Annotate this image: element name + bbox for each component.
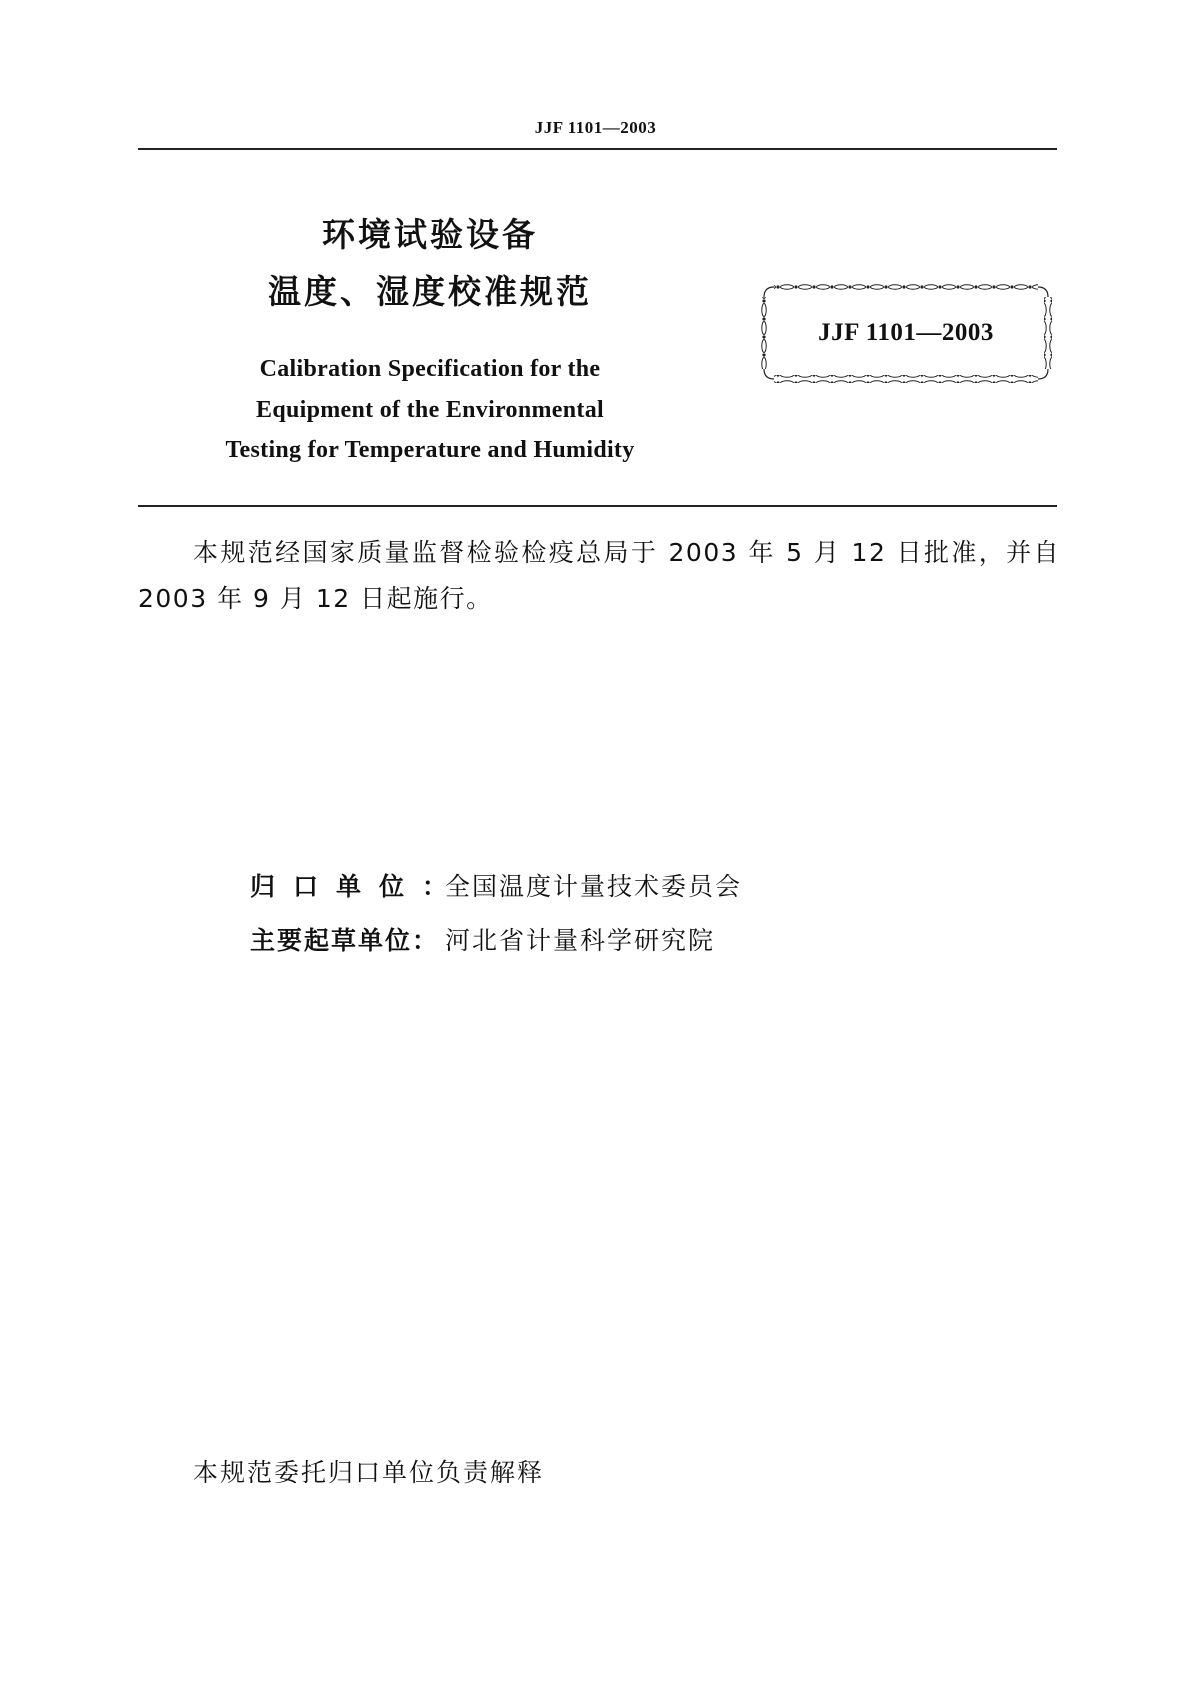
header-rule — [138, 148, 1057, 150]
drafter-org-row — [250, 924, 715, 958]
standard-code-box — [760, 283, 1052, 383]
title-en-line2: Equipment of the Environmental — [256, 397, 604, 423]
drafter-org-label: 主要起草单位： — [250, 926, 440, 955]
responsible-org-label: 归口单位： — [250, 872, 466, 901]
title-en-line1: Calibration Specification for the — [259, 356, 601, 382]
interpretation-note: 本规范委托归口单位负责解释 — [193, 1458, 545, 1487]
responsible-org-row — [250, 870, 742, 904]
standard-code: JJF 1101—2003 — [818, 319, 994, 346]
approval-statement: 本规范经国家质量监督检验检疫总局于 2003 年 5 月 12 日批准，并自 2003 年 9 月 12 日起施行。 — [138, 538, 1060, 613]
title-cn-line1: 环境试验设备 — [322, 215, 538, 254]
running-header-code: JJF 1101—2003 — [534, 118, 657, 137]
title-en-line3: Testing for Temperature and Humidity — [225, 437, 635, 463]
title-separator-rule — [138, 505, 1057, 507]
responsible-org-value: 全国温度计量技术委员会 — [445, 872, 743, 901]
title-cn-line2: 温度、湿度校准规范 — [268, 272, 592, 311]
drafter-org-value: 河北省计量科学研究院 — [445, 926, 716, 955]
